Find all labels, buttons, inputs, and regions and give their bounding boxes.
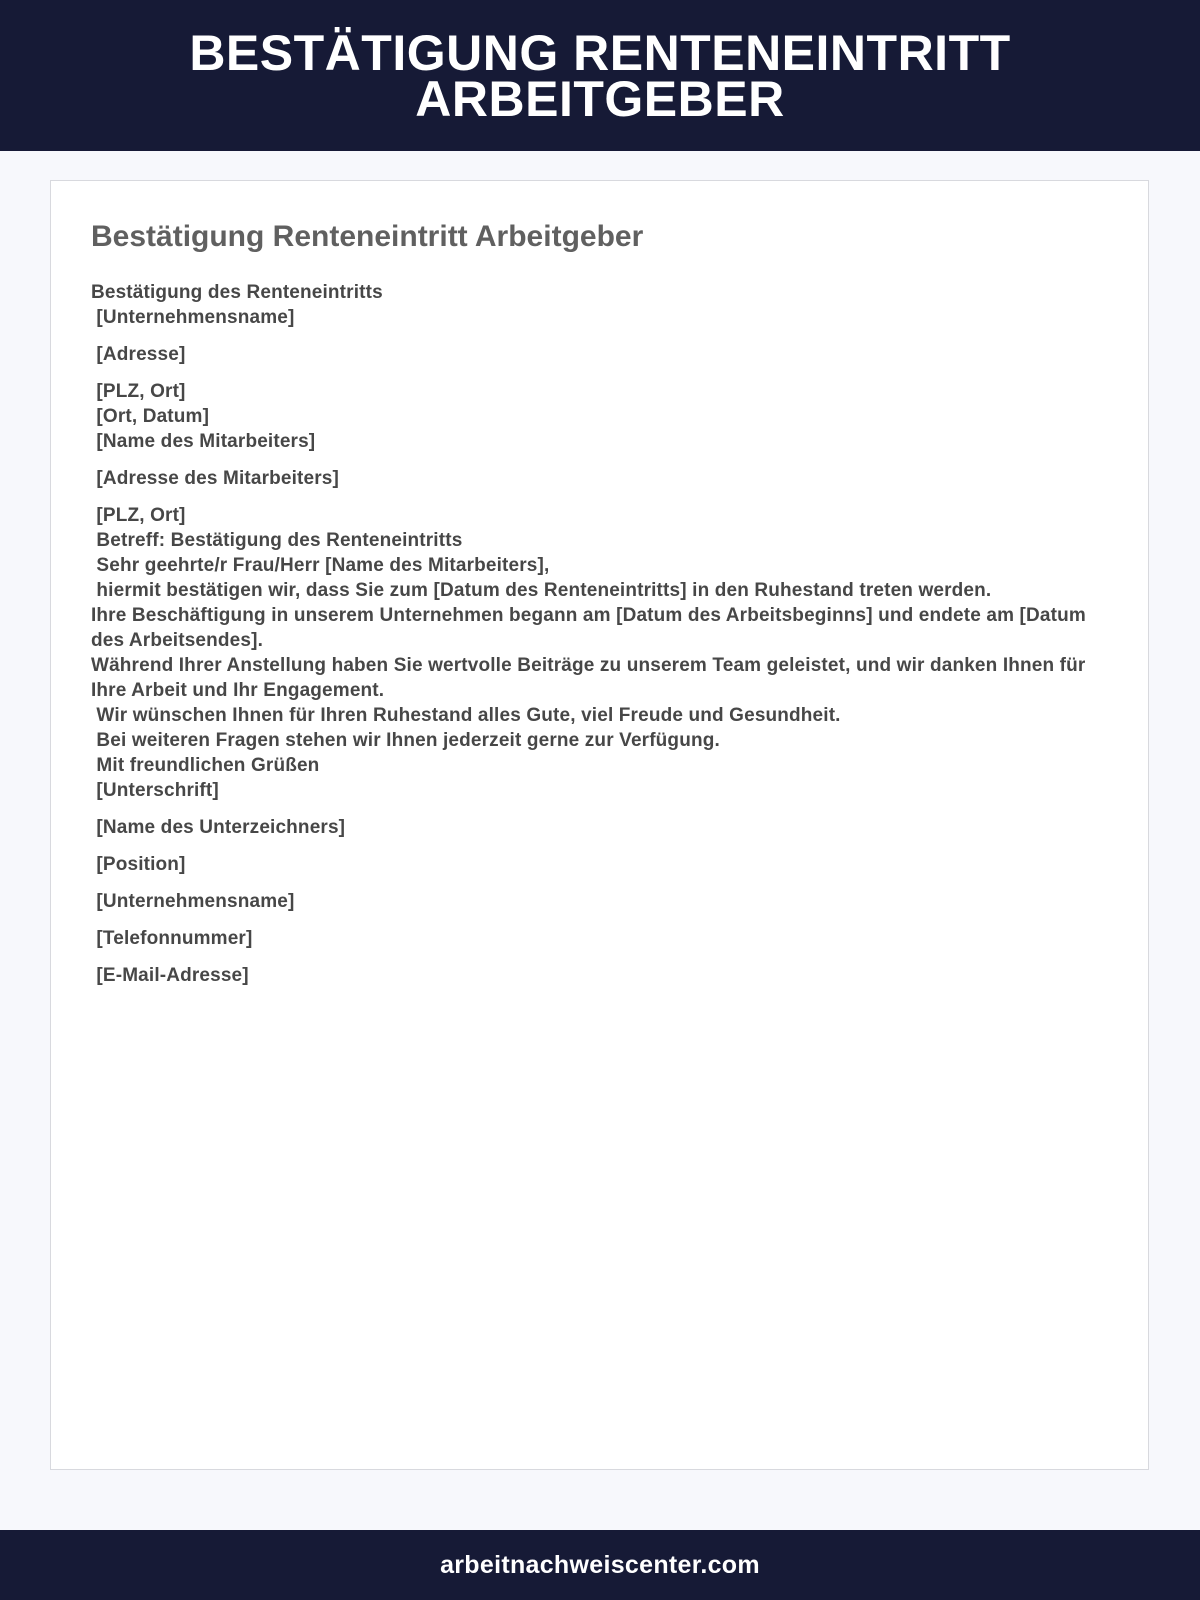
doc-line-signature: [Unterschrift] bbox=[91, 780, 219, 801]
doc-line-title: Bestätigung des Renteneintritts bbox=[91, 282, 383, 303]
document-card bbox=[50, 180, 1149, 1470]
doc-line-phone: [Telefonnummer] bbox=[91, 928, 253, 949]
doc-line-signer-company: [Unternehmensname] bbox=[91, 891, 295, 912]
doc-line-employee-name: [Name des Mitarbeiters] bbox=[91, 431, 316, 452]
banner-title: BESTÄTIGUNG RENTENEINTRITT ARBEITGEBER bbox=[189, 24, 1011, 127]
doc-line-subject: Betreff: Bestätigung des Renteneintritts bbox=[91, 530, 463, 551]
doc-line-closing: Mit freundlichen Grüßen bbox=[91, 755, 320, 776]
document-heading: Bestätigung Renteneintritt Arbeitgeber bbox=[91, 220, 644, 253]
doc-line-employment-period: Ihre Beschäftigung in unserem Unternehmen begann am [Datum des Arbeitsbeginns] und endete am [Datum des Arbeitsendes]. bbox=[91, 605, 1086, 651]
doc-line-email: [E-Mail-Adresse] bbox=[91, 965, 249, 986]
doc-line-employee-address: [Adresse des Mitarbeiters] bbox=[91, 468, 339, 489]
doc-line-confirmation: hiermit bestätigen wir, dass Sie zum [Datum des Renteneintritts] in den Ruhestand treten werden. bbox=[91, 580, 992, 601]
document-body bbox=[91, 280, 1101, 988]
doc-line-thanks: Während Ihrer Anstellung haben Sie wertvolle Beiträge zu unserem Team geleistet, und wir danken Ihnen für Ihre Arbeit und Ihr Engagement. bbox=[91, 655, 1086, 701]
doc-line-company-address: [Adresse] bbox=[91, 344, 186, 365]
bottom-banner bbox=[0, 1530, 1200, 1600]
doc-line-company-zip-city: [PLZ, Ort] bbox=[91, 381, 186, 402]
top-banner bbox=[0, 0, 1200, 151]
doc-line-place-date: [Ort, Datum] bbox=[91, 406, 210, 427]
doc-line-questions: Bei weiteren Fragen stehen wir Ihnen jederzeit gerne zur Verfügung. bbox=[91, 730, 720, 751]
doc-line-company-name: [Unternehmensname] bbox=[91, 307, 295, 328]
doc-line-signer-name: [Name des Unterzeichners] bbox=[91, 817, 346, 838]
doc-line-wishes: Wir wünschen Ihnen für Ihren Ruhestand alles Gute, viel Freude und Gesundheit. bbox=[91, 705, 841, 726]
doc-line-position: [Position] bbox=[91, 854, 186, 875]
doc-line-salutation: Sehr geehrte/r Frau/Herr [Name des Mitarbeiters], bbox=[91, 555, 550, 576]
doc-line-employee-zip-city: [PLZ, Ort] bbox=[91, 505, 186, 526]
footer-site-name: arbeitnachweiscenter.com bbox=[440, 1550, 760, 1579]
